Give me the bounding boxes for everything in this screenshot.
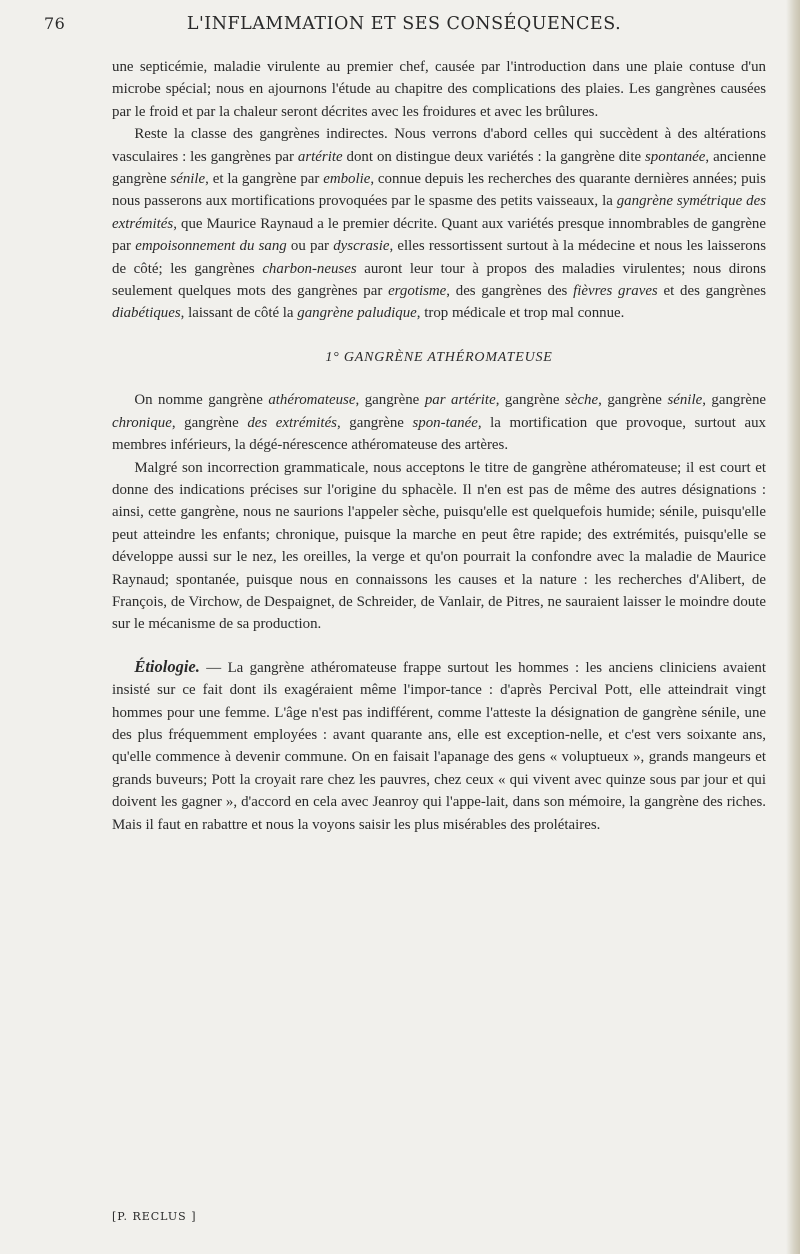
paragraph-1: une septicémie, maladie virulente au premier chef, causée par l'introduction dans une plaie contuse d'un microbe spécial; nous en ajournons l'étude au chapitre des complications des plaies. Les gangrènes causées par le froid et par la chaleur seront décrites avec les froidures et avec les brûlures. xyxy=(112,59,766,120)
paragraph-2: Reste la classe des gangrènes indirectes. Nous verrons d'abord celles qui succèdent à des altérations vasculaires : les gangrènes par artérite dont on distingue deux variétés : la gangrène dite spontanée, ancienne gangrène sénile, et la gangrène par embolie, connue depuis les recherches des quarante dernières années; puis nous passerons aux mortifications provoquées par le spasme des petits vaisseaux, la gangrène symétrique des extrémités, que Maurice Raynaud a le premier décrite. Quant aux variétés presque innombrables de gangrène par empoisonnement du sang ou par dyscrasie, elles ressortissent surtout à la médecine et nous les laisserons de côté; les gangrènes charbon-neuses auront leur tour à propos des maladies virulentes; nous dirons seulement quelques mots des gangrènes par ergotisme, des gangrènes des fièvres graves et des gangrènes diabétiques, laissant de côté la gangrène paludique, trop médicale et trop mal connue. xyxy=(112,126,766,322)
page-number: 76 xyxy=(44,14,66,33)
section-heading: 1° GANGRÈNE ATHÉROMATEUSE xyxy=(325,349,553,365)
paragraph-3: On nomme gangrène athéromateuse, gangrène par artérite, gangrène sèche, gangrène sénile, gangrène chronique, gangrène des extrémités, gangrène spon-tanée, la mortification que provoque, surtout aux membres inférieurs, la dégé-nérescence athéromateuse des artères. xyxy=(112,392,766,454)
printer-signature: [P. RECLUS ] xyxy=(112,1210,197,1223)
page-body xyxy=(112,56,766,836)
running-title: L'INFLAMMATION ET SES CONSÉQUENCES. xyxy=(186,14,622,34)
subheading-etiologie: Étiologie. xyxy=(134,656,200,676)
paragraph-4: Malgré son incorrection grammaticale, nous acceptons le titre de gangrène athéromateuse; il est court et donne des indications précises sur l'origine du sphacèle. Il n'en est pas de même des autres désignations : ainsi, cette gangrène, nous ne saurions l'appeler sèche, puisqu'elle est quelquefois humide; sénile, puisqu'elle peut atteindre les enfants; chronique, puisque la marche en peut être rapide; des extrémités, puisqu'elle se développe aussi sur le nez, les oreilles, la verge et qu'on pourrait la confondre avec la maladie de Maurice Raynaud; spontanée, puisque nous en connaissons les causes et la nature : les recherches d'Alibert, de François, de Virchow, de Despaignet, de Schreider, de Vanlair, de Pitres, ne sauraient laisser le moindre doute sur le mécanisme de sa production. xyxy=(112,459,766,633)
paragraph-5: Étiologie. — La gangrène athéromateuse frappe surtout les hommes : les anciens cliniciens avaient insisté sur ce fait dont ils exagéraient même l'impor-tance : d'après Percival Pott, elle atteindrait vingt hommes pour une femme. L'âge n'est pas indifférent, comme l'atteste la désignation de gangrène sénile, une des plus fréquemment employées : avant quarante ans, elle est exception-nelle, et c'est vers soixante ans, qu'elle commence à devenir commune. On en faisait l'apanage des gens « voluptueux », grands mangeurs et grands buveurs; Pott la croyait rare chez les pauvres, chez ceux « qui vivent avec quinze sous par jour et qui doivent les gagner », d'accord en cela avec Jeanroy qui l'appe-lait, dans son mémoire, la gangrène des riches. Mais il faut en rabattre et nous la voyons saisir les plus misérables des prolétaires. xyxy=(112,656,766,833)
page-header xyxy=(44,14,764,40)
page-edge xyxy=(786,0,800,1254)
